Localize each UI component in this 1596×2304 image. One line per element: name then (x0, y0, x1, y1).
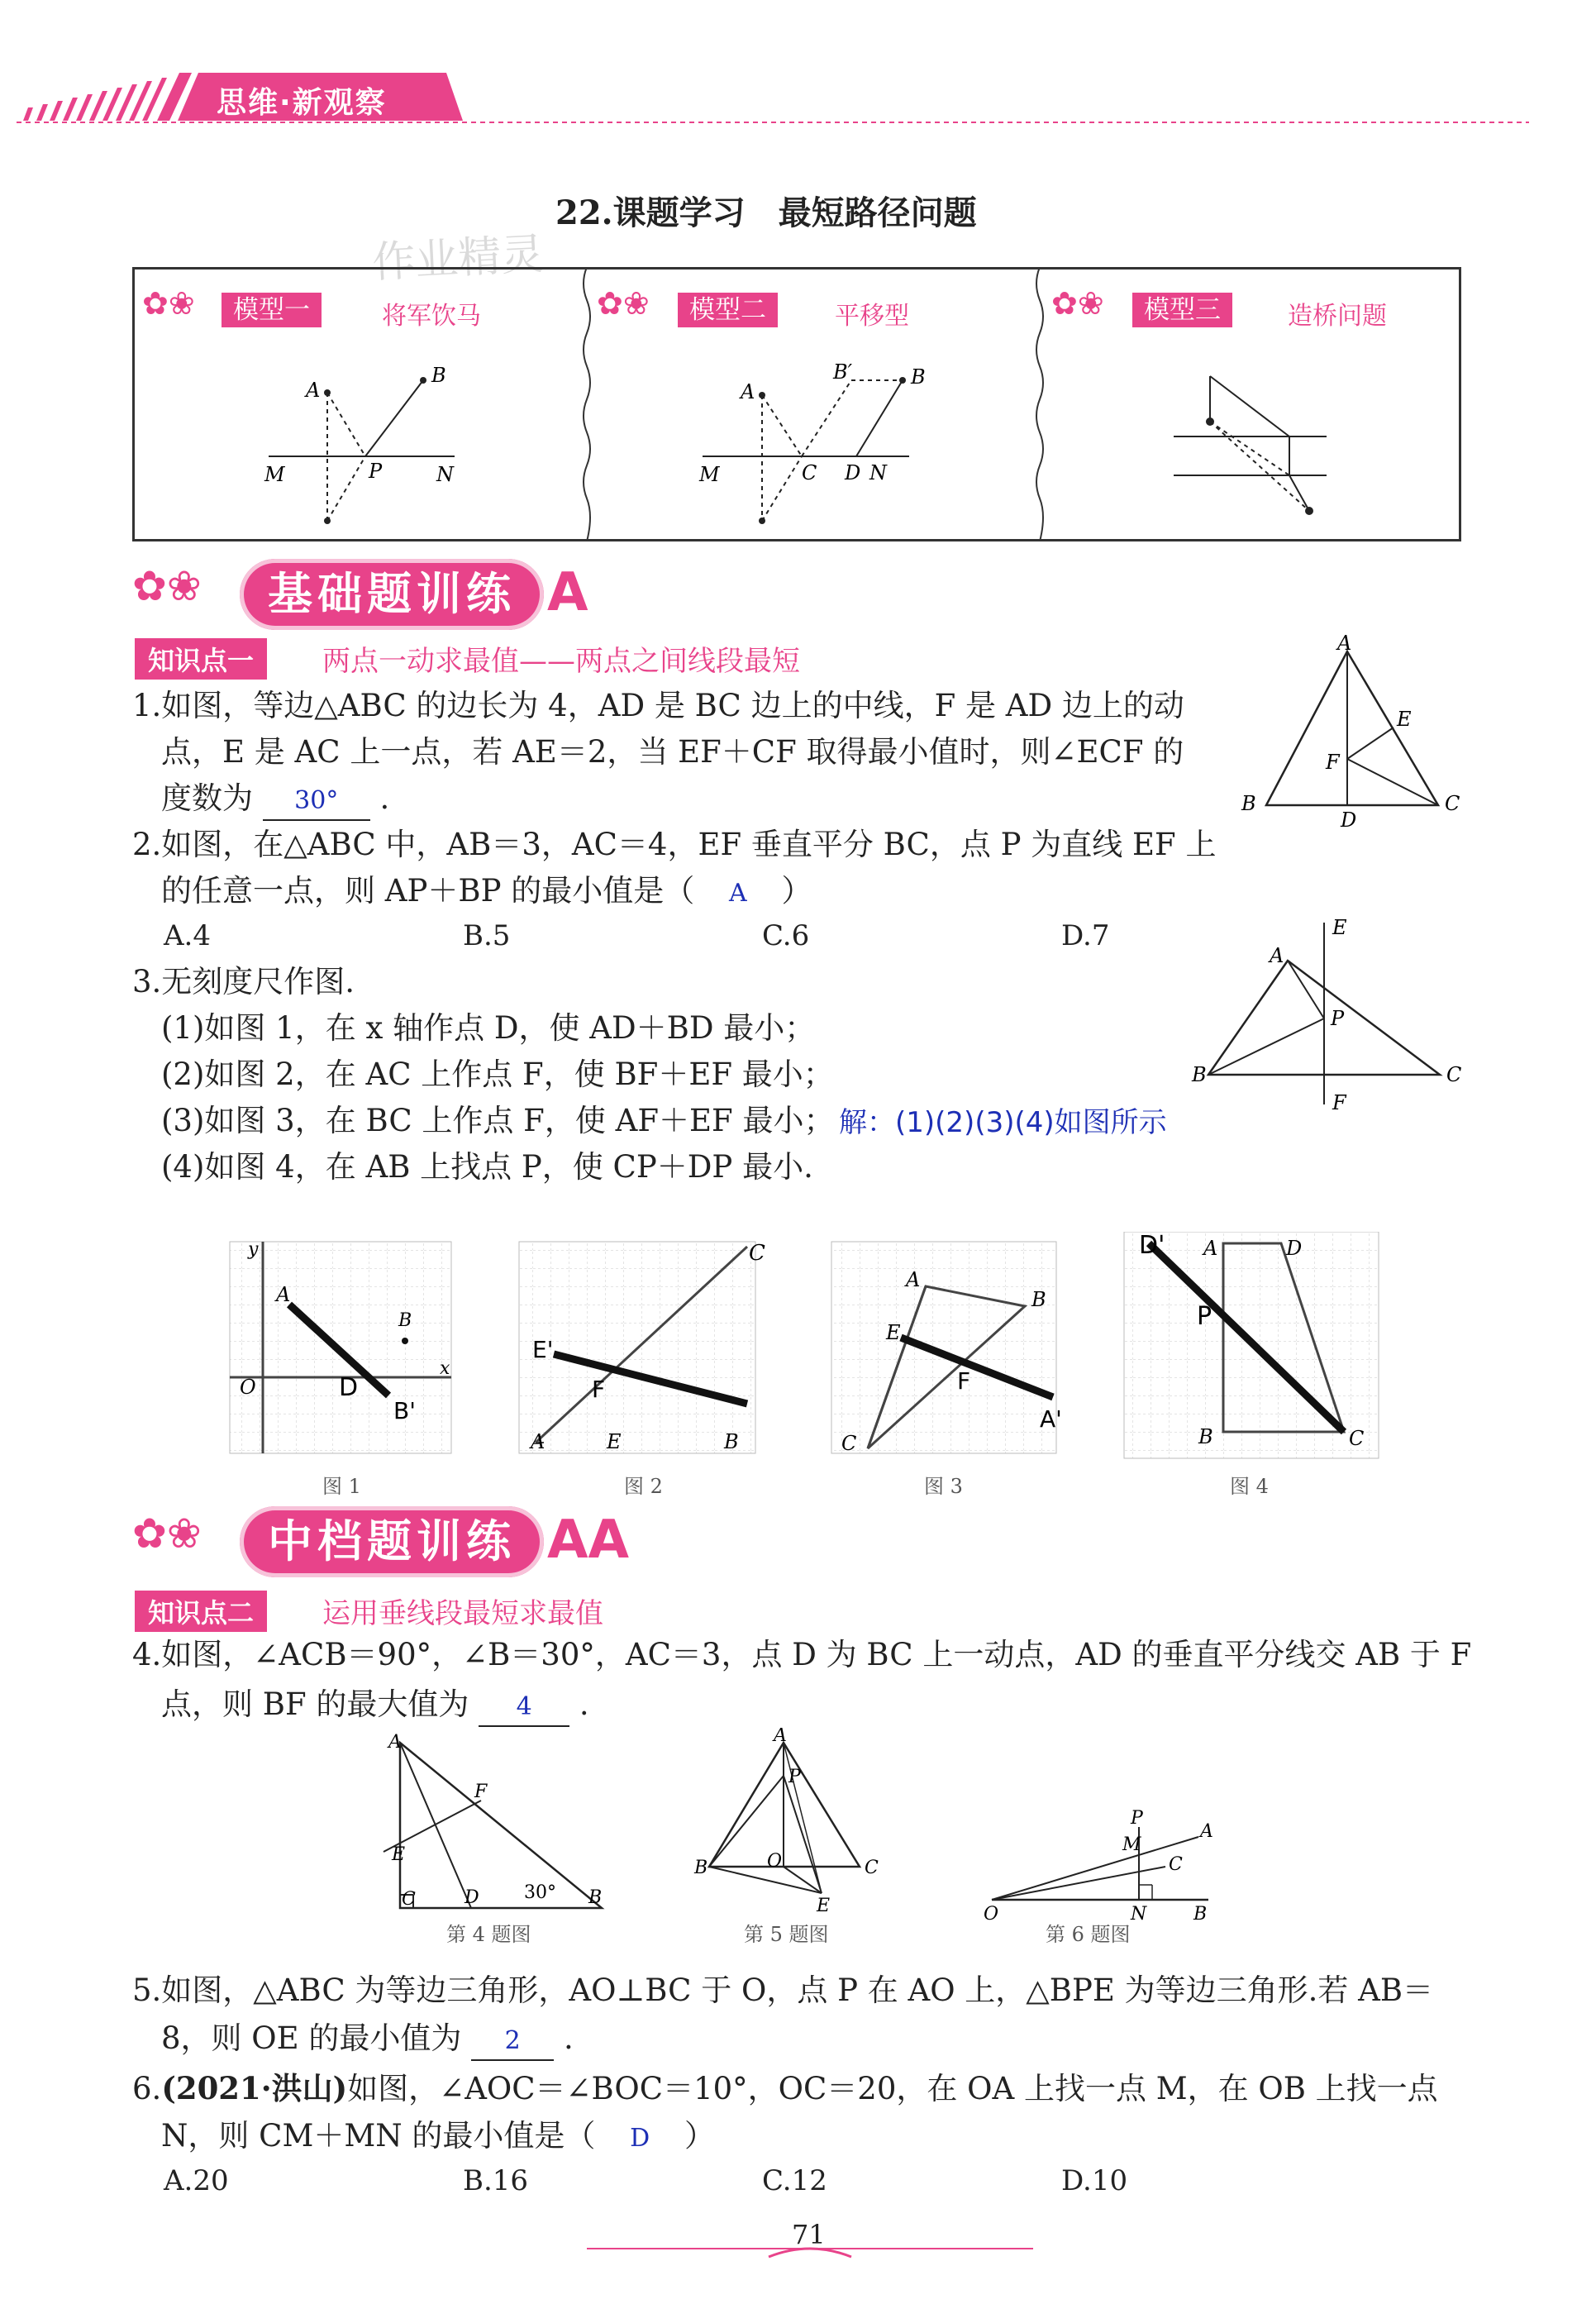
q6-choice-b: B.16 (463, 2164, 529, 2197)
q3-fig4 (1124, 1232, 1379, 1458)
q6-choice-c: C.12 (762, 2164, 827, 2197)
svg-text:x: x (440, 1358, 450, 1379)
model-1-name: 将军饮马 (382, 302, 481, 331)
q4-line2-pre: 点，则 BF 的最大值为 (161, 1686, 469, 1722)
model-3-tag: 模型三 (1132, 293, 1232, 327)
q1-line3-post: . (379, 780, 390, 816)
svg-text:A: A (1200, 1821, 1213, 1842)
q5-figure-caption: 第 5 题图 (744, 1923, 829, 1946)
q2-choice-b: B.5 (463, 919, 511, 952)
kp2-tag: 知识点二 (135, 1591, 267, 1632)
section-mid-level: AA (547, 1510, 630, 1571)
svg-text:N: N (436, 463, 454, 486)
svg-text:A: A (531, 1430, 545, 1453)
q3-line1: 3.无刻度尺作图. (132, 964, 355, 999)
model-2-tag: 模型二 (678, 293, 778, 327)
q5-line1: 5.如图，△ABC 为等边三角形，AO⊥BC 于 O，点 P 在 AO 上，△BPE 为等边三角形.若 AB＝ (132, 1972, 1434, 2008)
lesson-title: 22.课题学习 最短路径问题 (555, 193, 977, 232)
section-basic-level: A (547, 562, 588, 623)
svg-text:A: A (1337, 635, 1352, 655)
model-divider-2 (1031, 267, 1048, 541)
svg-text:C: C (1446, 1063, 1462, 1086)
svg-text:D: D (465, 1887, 479, 1908)
svg-text:C: C (802, 461, 817, 484)
q4-figure (384, 1732, 602, 1910)
q3-part2: (2)如图 2，在 AC 上作点 F，使 BF＋EF 最小； (161, 1057, 834, 1092)
q6-answer: D (630, 2124, 650, 2153)
svg-text:B: B (1193, 1904, 1208, 1925)
q3-solution: 解：(1)(2)(3)(4)如图所示 (839, 1106, 1167, 1139)
svg-text:P: P (369, 460, 383, 483)
svg-text:M: M (264, 463, 285, 486)
q4-line2-post: . (579, 1686, 589, 1722)
svg-text:D': D' (1139, 1232, 1165, 1260)
svg-text:B': B' (393, 1397, 416, 1424)
q2-line2 (161, 868, 812, 917)
section-basic-banner: 基础题训练 (240, 559, 544, 630)
svg-text:B: B (431, 364, 446, 387)
svg-text:D: D (1286, 1237, 1303, 1260)
svg-text:M: M (699, 463, 720, 486)
svg-text:B: B (588, 1887, 603, 1908)
flower-icon: ✿❀ (142, 285, 195, 322)
q6-line2-post: ） (684, 2118, 715, 2154)
svg-text:C: C (402, 1889, 416, 1910)
svg-text:B: B (694, 1858, 708, 1878)
svg-text:B: B (911, 365, 926, 389)
svg-text:C: C (1445, 792, 1460, 815)
svg-text:B: B (1031, 1288, 1046, 1311)
q3-part1: (1)如图 1，在 x 轴作点 D，使 AD＋BD 最小； (161, 1010, 816, 1046)
q5-line2 (161, 2015, 574, 2062)
q6-line2 (161, 2113, 715, 2162)
svg-text:A: A (906, 1268, 921, 1291)
svg-text:y: y (248, 1239, 259, 1260)
svg-text:C: C (841, 1432, 857, 1455)
q2-figure (1190, 909, 1471, 1124)
svg-text:P: P (788, 1767, 801, 1787)
svg-text:F: F (474, 1782, 488, 1802)
q6-line1: 6.(2021·洪山)如图，∠AOC＝∠BOC＝10°，OC＝20，在 OA 上找一点 M，在 OB 上找一点 (132, 2070, 1438, 2106)
svg-text:N: N (1131, 1904, 1147, 1925)
svg-text:30°: 30° (524, 1882, 556, 1903)
svg-text:A': A' (1040, 1405, 1062, 1433)
svg-text:O: O (767, 1851, 783, 1872)
q2-choice-a: A.4 (164, 919, 211, 952)
svg-text:B: B (724, 1430, 739, 1453)
svg-text:C: C (1169, 1854, 1183, 1875)
svg-text:C: C (1349, 1427, 1365, 1450)
q2-choice-d: D.7 (1061, 919, 1110, 952)
svg-text:M: M (1122, 1834, 1141, 1855)
svg-text:F: F (1326, 751, 1340, 774)
q6-figure (984, 1808, 1213, 1925)
svg-text:B: B (398, 1310, 412, 1331)
q2-line1: 2.如图，在△ABC 中，AB＝3，AC＝4，EF 垂直平分 BC，点 P 为直线 EF 上 (132, 827, 1217, 862)
q6-choice-a: A.20 (164, 2164, 229, 2197)
q4-line1: 4.如图，∠ACB＝90°，∠B＝30°，AC＝3，点 D 为 BC 上一动点，AD 的垂直平分线交 AB 于 F (132, 1637, 1472, 1672)
svg-text:E: E (607, 1430, 622, 1453)
q5-figure (693, 1728, 879, 1916)
kp2-title: 运用垂线段最短求最值 (322, 1597, 603, 1630)
flower-icon: ✿❀ (132, 1510, 202, 1557)
svg-text:O: O (240, 1376, 256, 1399)
svg-text:E: E (392, 1844, 406, 1865)
svg-text:A: A (741, 380, 755, 403)
svg-text:P: P (1131, 1808, 1143, 1829)
q4-answer: 4 (479, 1689, 569, 1727)
svg-text:N: N (869, 461, 887, 484)
flower-icon: ✿❀ (597, 285, 650, 322)
q5-line2-pre: 8，则 OE 的最小值为 (161, 2020, 462, 2056)
svg-text:C: C (865, 1858, 879, 1878)
model-1-tag: 模型一 (222, 293, 322, 327)
svg-text:F: F (957, 1367, 971, 1395)
section-mid-banner: 中档题训练 (240, 1506, 544, 1577)
svg-text:E': E' (532, 1336, 554, 1363)
q3-part4: (4)如图 4，在 AB 上找点 P，使 CP＋DP 最小. (161, 1149, 813, 1185)
q3-fig1-caption: 图 1 (322, 1475, 361, 1498)
q3-part3: (3)如图 3，在 BC 上作点 F，使 AF＋EF 最小； (161, 1103, 835, 1138)
svg-text:B: B (1241, 792, 1256, 815)
q2-answer: A (729, 879, 747, 908)
q6-figure-caption: 第 6 题图 (1046, 1923, 1131, 1946)
q3-figures (223, 1232, 1380, 1505)
svg-text:C: C (749, 1241, 765, 1266)
svg-text:E: E (886, 1321, 901, 1344)
q6-source: (2021·洪山) (161, 2070, 348, 2106)
q1-line2: 点，E 是 AC 上一点，若 AE＝2，当 EF＋CF 取得最小值时，则∠ECF 的 (161, 734, 1184, 770)
svg-text:A: A (1203, 1237, 1218, 1260)
svg-text:F: F (592, 1376, 606, 1403)
q2-line2-pre: 的任意一点，则 AP＋BP 的最小值是（ (161, 873, 695, 909)
q6-line1-text: 如图，∠AOC＝∠BOC＝10°，OC＝20，在 OA 上找一点 M，在 OB 上找一点 (347, 2071, 1438, 2106)
svg-text:O: O (984, 1904, 999, 1925)
q3-fig3-caption: 图 3 (924, 1475, 963, 1498)
watermark: 作业精灵 (370, 229, 545, 289)
q5-answer: 2 (471, 2023, 554, 2061)
q1-answer: 30° (263, 783, 370, 821)
svg-text:D: D (845, 461, 861, 484)
q5-line2-post: . (563, 2020, 574, 2056)
model-2-diagram (694, 355, 942, 529)
q2-line2-post: ） (781, 873, 812, 909)
q1-line1: 1.如图，等边△ABC 的边长为 4，AD 是 BC 边上的中线，F 是 AD 边上的动 (132, 688, 1184, 723)
kp1-tag: 知识点一 (135, 638, 267, 680)
q6-line2-pre: N，则 CM＋MN 的最小值是（ (161, 2118, 596, 2154)
q1-line3-pre: 度数为 (161, 780, 253, 816)
svg-text:D: D (1341, 809, 1357, 832)
svg-text:D: D (339, 1373, 359, 1402)
svg-text:E: E (1332, 916, 1347, 939)
q3-fig2-caption: 图 2 (624, 1475, 663, 1498)
svg-text:B′: B′ (833, 360, 853, 384)
svg-text:A: A (306, 379, 321, 402)
page-number: 71 (792, 2219, 826, 2250)
model-3-name: 造桥问题 (1288, 302, 1387, 331)
svg-text:P: P (1331, 1007, 1345, 1030)
svg-text:A: A (388, 1732, 402, 1753)
kp1-title: 两点一动求最值——两点之间线段最短 (322, 645, 800, 678)
q3-fig2 (519, 1241, 765, 1453)
model-divider-1 (579, 267, 595, 541)
q3-fig4-caption: 图 4 (1230, 1475, 1269, 1498)
svg-text:P: P (1197, 1302, 1212, 1331)
q4-figure-caption: 第 4 题图 (446, 1923, 531, 1946)
svg-text:B: B (1198, 1425, 1213, 1448)
svg-text:A: A (276, 1283, 291, 1306)
q4-q6-figures (372, 1728, 1281, 1926)
svg-text:E: E (1397, 708, 1412, 731)
svg-text:B: B (1192, 1063, 1207, 1086)
q4-line2 (161, 1681, 589, 1728)
flower-icon: ✿❀ (132, 562, 202, 610)
model-2-name: 平移型 (835, 302, 909, 331)
q1-figure (1232, 635, 1471, 833)
header-series-title: 思维·新观察 (217, 86, 387, 120)
model-1-diagram (248, 355, 479, 529)
q3-fig1 (230, 1239, 451, 1453)
svg-text:A: A (1270, 944, 1284, 967)
q2-choice-c: C.6 (762, 919, 810, 952)
q1-line3 (161, 775, 389, 822)
flower-icon: ✿❀ (1051, 285, 1104, 322)
svg-text:A: A (774, 1728, 787, 1746)
q6-choice-d: D.10 (1061, 2164, 1128, 2197)
svg-text:F: F (1332, 1091, 1346, 1114)
svg-text:E: E (817, 1896, 831, 1916)
model-3-diagram (1157, 355, 1355, 521)
q3-fig3 (831, 1242, 1062, 1455)
